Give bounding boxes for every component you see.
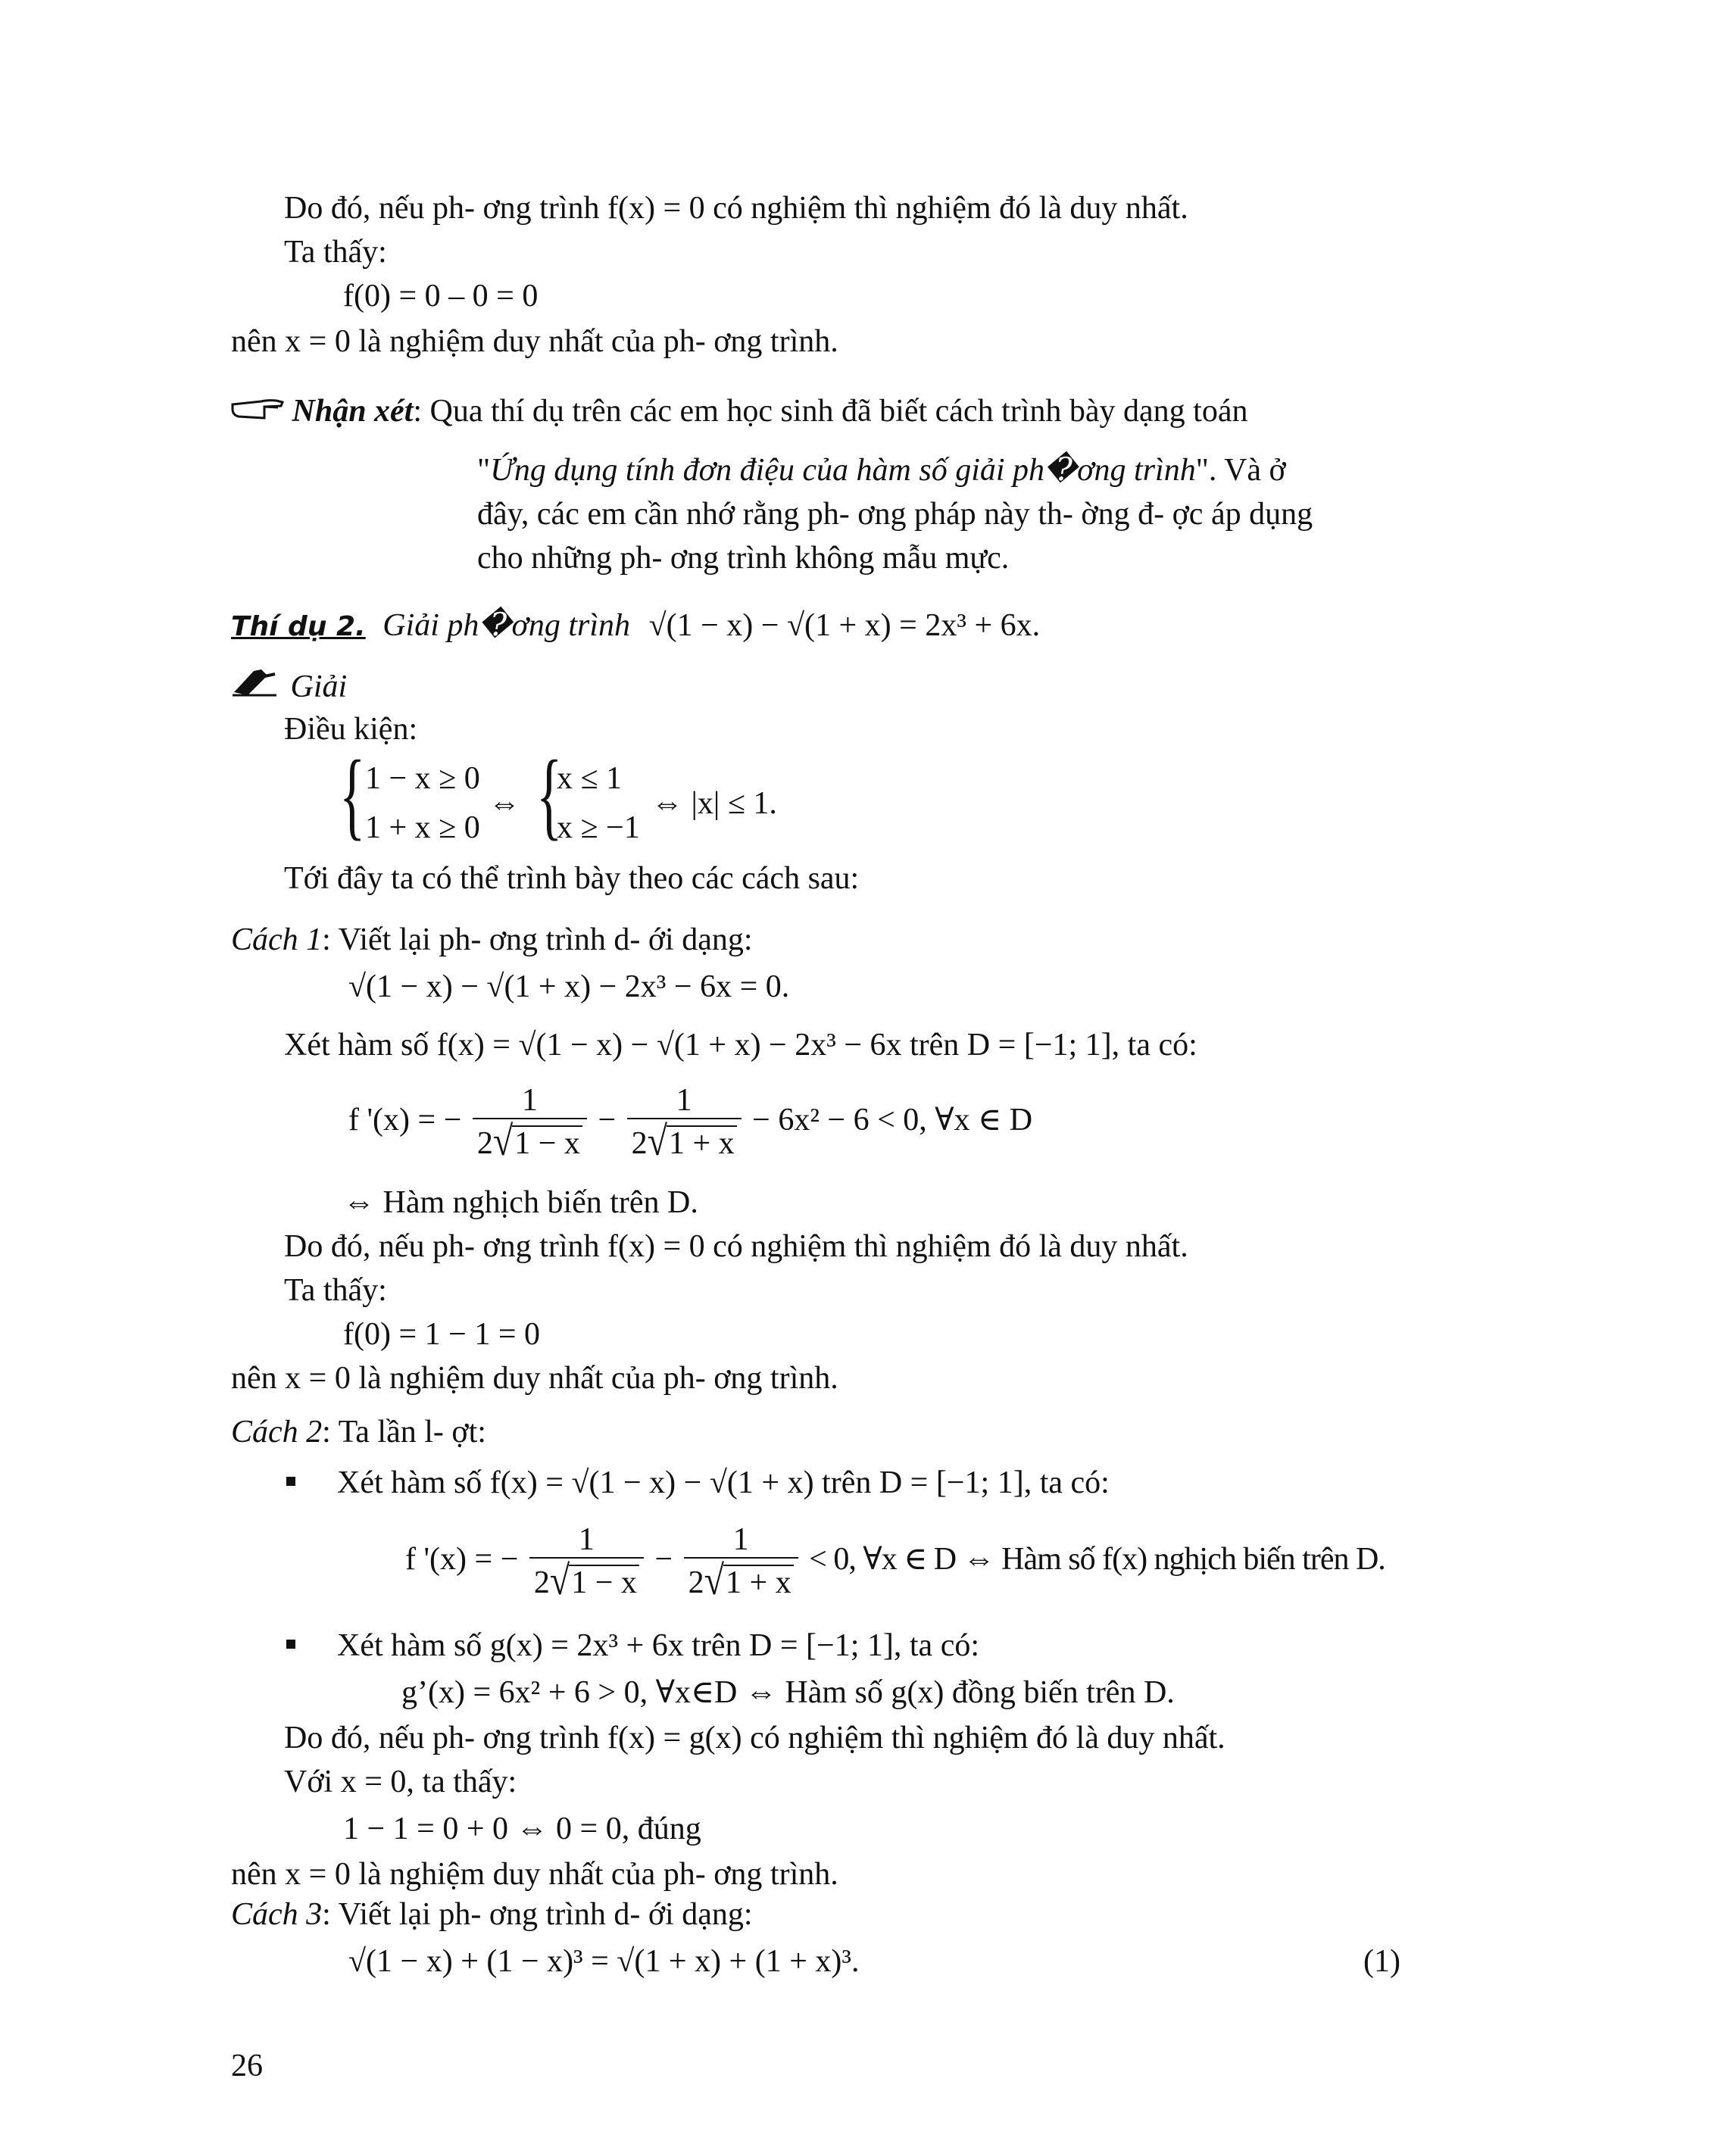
text-line: f(0) = 1 − 1 = 0 bbox=[343, 1317, 541, 1352]
page-number: 26 bbox=[231, 2049, 263, 2083]
writing-hand-icon bbox=[231, 669, 286, 704]
text-line: Với x = 0, ta thấy: bbox=[284, 1765, 517, 1799]
way3-heading: Cách 3: Viết lại ph- ơng trình d- ới dạng: bbox=[231, 1897, 753, 1932]
text-line: 1 − 1 = 0 + 0 ⇔ 0 = 0, đúng bbox=[343, 1812, 701, 1846]
remark-label: Nhận xét bbox=[292, 394, 414, 429]
system-result: ⇔ |x| ≤ 1. bbox=[651, 786, 777, 821]
remark-text: : Qua thí dụ trên các em học sinh đã biết cách trình bày dạng toán bbox=[413, 394, 1248, 429]
way1-consider: Xét hàm số f(x) = √(1 − x) − √(1 + x) − 2x³ − 6x trên D = [−1; 1], ta có: bbox=[284, 1028, 1197, 1063]
bullet bbox=[286, 1640, 295, 1649]
text-line: Ta thấy: bbox=[284, 1273, 387, 1308]
system-row: x ≤ 1 bbox=[557, 761, 623, 796]
text-line: Do đó, nếu ph- ơng trình f(x) = g(x) có nghiệm thì nghiệm đó là duy nhất. bbox=[284, 1721, 1226, 1755]
way1-equation: √(1 − x) − √(1 + x) − 2x³ − 6x = 0. bbox=[348, 969, 790, 1004]
example-equation: √(1 − x) − √(1 + x) = 2x³ + 6x. bbox=[648, 608, 1041, 643]
remark-line: cho những ph- ơng trình không mẫu mực. bbox=[477, 541, 1010, 576]
way2-derivative: f '(x) = − $\frac{1}{2√1 - x}$ − $\frac{1}{2√1 + x}$ < 0, ∀x ∈ D ⇔ Hàm số f(x) nghịch biến trên D. bbox=[405, 1522, 1385, 1605]
way2-heading: Cách 2: Ta lần l- ợt: bbox=[231, 1415, 486, 1450]
system-row: 1 − x ≥ 0 bbox=[365, 761, 480, 796]
condition-label: Điều kiện: bbox=[284, 712, 418, 747]
pointing-hand-icon bbox=[231, 394, 284, 429]
system-row: x ≥ −1 bbox=[557, 810, 640, 845]
text-line: ⇔ Hàm nghịch biến trên D. bbox=[343, 1185, 698, 1220]
way2-bullet-2: Xét hàm số g(x) = 2x³ + 6x trên D = [−1; 1], ta có: bbox=[337, 1628, 979, 1663]
example-heading bbox=[231, 608, 1040, 643]
text-line: nên x = 0 là nghiệm duy nhất của ph- ơng trình. bbox=[231, 324, 838, 359]
text-line: f(0) = 0 – 0 = 0 bbox=[343, 279, 539, 314]
example-task: Giải ph�ơng trình bbox=[382, 608, 631, 643]
text-line: Ta thấy: bbox=[284, 235, 387, 270]
solution-heading: Giải bbox=[231, 666, 347, 704]
bullet bbox=[286, 1477, 295, 1486]
system-row: 1 + x ≥ 0 bbox=[365, 810, 480, 845]
equation-number: (1) bbox=[1363, 1944, 1400, 1979]
text-line: Do đó, nếu ph- ơng trình f(x) = 0 có nghiệm thì nghiệm đó là duy nhất. bbox=[284, 1229, 1188, 1264]
text-line: nên x = 0 là nghiệm duy nhất của ph- ơng trình. bbox=[231, 1857, 838, 1892]
left-brace: { bbox=[536, 741, 563, 850]
way1-derivative: f '(x) = − $\frac{1}{2√1 - x}$ − $\frac{1}{2√1 + x}$ − 6x² − 6 < 0, ∀x ∈ D bbox=[348, 1083, 1033, 1166]
remark-paragraph bbox=[231, 394, 1248, 429]
left-brace: { bbox=[339, 741, 366, 850]
equivalence-sign: ⇔ bbox=[489, 786, 520, 821]
remark-line: "Ứng dụng tính đơn điệu của hàm số giải ph�ơng trình". Và ở bbox=[477, 453, 1286, 488]
text-line: Do đó, nếu ph- ơng trình f(x) = 0 có nghiệm thì nghiệm đó là duy nhất. bbox=[284, 191, 1188, 226]
remark-line: đây, các em cần nhớ rằng ph- ơng pháp này th- ờng đ- ợc áp dụng bbox=[477, 497, 1313, 532]
way2-bullet-1: Xét hàm số f(x) = √(1 − x) − √(1 + x) trên D = [−1; 1], ta có: bbox=[337, 1465, 1110, 1500]
example-label: Thí dụ 2. bbox=[231, 611, 366, 642]
way3-equation: √(1 − x) + (1 − x)³ = √(1 + x) + (1 + x)³. bbox=[348, 1944, 860, 1979]
text-line: nên x = 0 là nghiệm duy nhất của ph- ơng trình. bbox=[231, 1361, 838, 1396]
way1-heading: Cách 1: Viết lại ph- ơng trình d- ới dạng: bbox=[231, 922, 753, 957]
text-line: Tới đây ta có thể trình bày theo các cách sau: bbox=[284, 861, 860, 896]
way2-gderivative: g’(x) = 6x² + 6 > 0, ∀x∈D ⇔ Hàm số g(x) đồng biến trên D. bbox=[401, 1675, 1175, 1710]
